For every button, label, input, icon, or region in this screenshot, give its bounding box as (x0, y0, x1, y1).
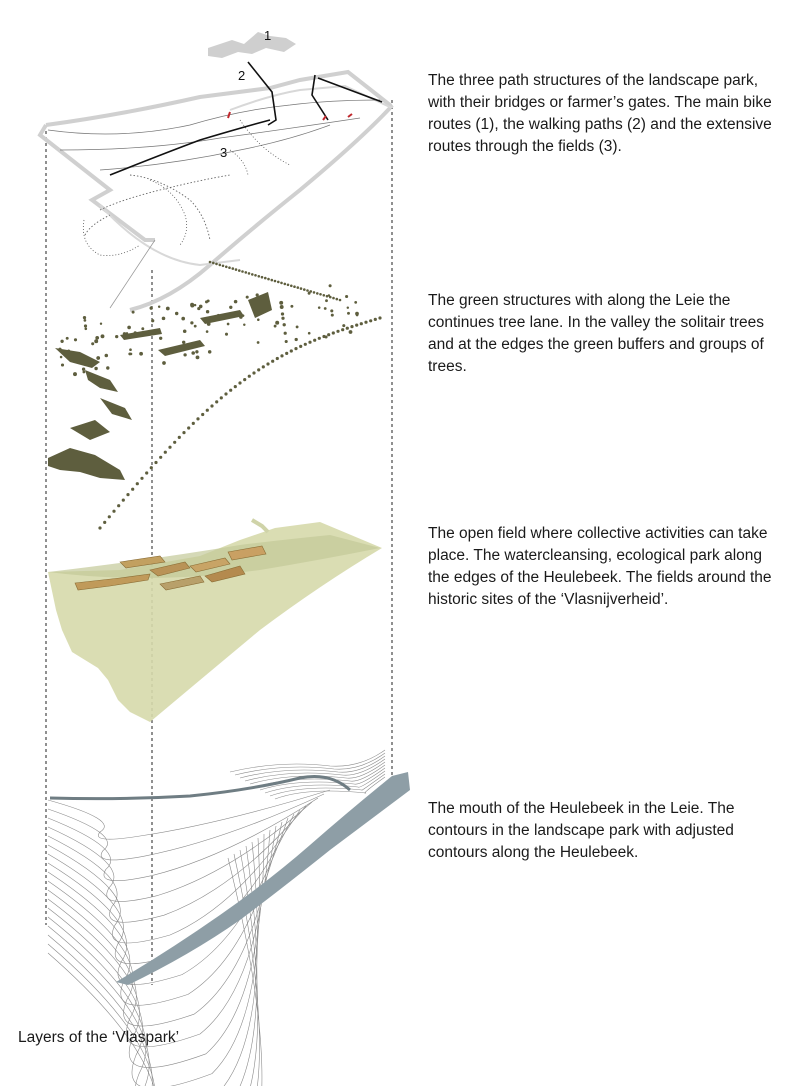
tree-dot (84, 319, 87, 322)
tree-dot (241, 270, 244, 273)
tree-dot (257, 368, 260, 371)
tree-dot (297, 286, 300, 289)
tree-dot (308, 292, 311, 295)
tree-dot (342, 324, 345, 327)
tree-dot (271, 360, 274, 363)
tree-dot (196, 417, 199, 420)
tree-dot (219, 264, 222, 267)
tree-dot (132, 334, 135, 337)
tree-dot (257, 318, 260, 321)
tree-dot (276, 357, 279, 360)
tree-dot (195, 350, 198, 353)
tree-dot (168, 446, 171, 449)
tree-dot (194, 325, 197, 328)
tree-dot (287, 284, 290, 287)
tree-dot (166, 307, 170, 311)
tree-dot (262, 365, 265, 368)
contour-line (48, 858, 262, 1086)
tree-dot (324, 307, 327, 310)
tree-dot (238, 381, 241, 384)
tree-dot (178, 436, 181, 439)
tree-dot (96, 356, 100, 360)
tree-dot (256, 293, 259, 296)
tree-dot (245, 271, 248, 274)
tree-dot (220, 396, 223, 399)
tree-dot (182, 341, 185, 344)
tree-dot (277, 281, 280, 284)
tree-dot (339, 299, 342, 302)
tree-dot (327, 333, 330, 336)
tree-dot (234, 300, 238, 304)
layer-link (110, 240, 155, 308)
bridge-marker (323, 116, 326, 120)
tree-dot (197, 307, 200, 310)
tree-dot (100, 322, 102, 324)
tree-dot (126, 332, 128, 334)
extensive-routes (83, 120, 290, 256)
tree-dot (112, 510, 115, 513)
bike-route (110, 62, 382, 175)
tree-dot (66, 337, 69, 340)
tree-dot (299, 345, 302, 348)
tree-dot (290, 349, 293, 352)
tree-dot (274, 325, 277, 328)
tree-dot (349, 330, 353, 334)
tree-dot (345, 295, 348, 298)
tree-dot (280, 354, 283, 357)
tree-dot (115, 335, 118, 338)
layer-3-description: The open field where collective activities can take place. The watercleansing, ecological park along the edges of the Heulebeek. The fields around the historic sites of the ‘Vlasnijverheid’. (428, 525, 772, 608)
tree-dot (235, 268, 238, 271)
tree-dot (303, 288, 306, 291)
tree-dot (206, 310, 209, 313)
tree-dot (274, 280, 277, 283)
tree-dot (140, 477, 143, 480)
tree-dot (141, 327, 144, 330)
tree-dot (129, 348, 132, 351)
tree-dot (132, 311, 135, 314)
tree-dot (369, 319, 372, 322)
tree-dot (223, 314, 226, 317)
tree-dot (350, 325, 353, 328)
marker-3: 3 (220, 145, 228, 160)
heulebeek-stream (50, 777, 350, 799)
path-layer (40, 28, 392, 310)
tree-dot (84, 324, 87, 327)
tree-dot (106, 366, 109, 369)
tree-dot (246, 296, 249, 299)
tree-dot (279, 301, 283, 305)
tree-dot (206, 409, 209, 412)
tree-dot (262, 298, 265, 301)
tree-dot (74, 338, 77, 341)
tree-dot (257, 341, 260, 344)
tree-dot (306, 289, 309, 292)
tree-dot (196, 355, 200, 359)
tree-dot (60, 340, 63, 343)
tree-dot (356, 314, 359, 317)
tree-dot (264, 277, 267, 280)
tree-dot (224, 392, 227, 395)
tree-dot (84, 327, 87, 330)
tree-dot (190, 303, 194, 307)
tree-dot (175, 312, 178, 315)
tree-lane (58, 261, 381, 530)
tree-dot (258, 275, 261, 278)
tree-dot (164, 451, 167, 454)
tree-dot (154, 461, 157, 464)
tree-dot (260, 305, 263, 308)
tree-dot (364, 321, 367, 324)
tree-dot (182, 431, 185, 434)
tree-dot (280, 282, 283, 285)
tree-dot (243, 378, 246, 381)
tree-dot (316, 292, 319, 295)
layer-links (110, 240, 155, 308)
tree-dot (145, 471, 148, 474)
tree-dot (336, 330, 339, 333)
tree-dot (318, 337, 321, 340)
tree-dot (95, 336, 99, 340)
tree-buffer (48, 448, 125, 480)
tree-dot (238, 269, 241, 272)
contour-line (48, 830, 270, 1047)
tree-dot (325, 299, 328, 302)
tree-dot (122, 499, 125, 502)
tree-dot (346, 327, 349, 330)
tree-dot (374, 318, 377, 321)
field-layer (48, 520, 382, 722)
tree-dot (332, 297, 335, 300)
tree-dot (319, 293, 322, 296)
site-building (208, 32, 296, 58)
tree-dot (222, 265, 225, 268)
tree-buffer (70, 420, 110, 440)
tree-dot (98, 526, 101, 529)
tree-dot (225, 333, 228, 336)
tree-dot (294, 347, 297, 350)
walking-paths (85, 175, 230, 240)
tree-dot (191, 351, 195, 355)
tree-dot (331, 314, 334, 317)
tree-dot (284, 283, 287, 286)
tree-dot (187, 426, 190, 429)
tree-dot (217, 314, 219, 316)
tree-dot (313, 339, 316, 342)
tree-dot (275, 321, 279, 325)
tree-dot (67, 349, 70, 352)
tree-dot (126, 493, 129, 496)
tree-dot (215, 400, 218, 403)
tree-dot (209, 261, 212, 264)
tree-dot (283, 323, 286, 326)
bridge-marker (348, 114, 352, 117)
tree-dot (271, 279, 274, 282)
park-outline (40, 72, 392, 310)
tree-dot (207, 322, 211, 326)
tree-dot (330, 309, 333, 312)
tree-dot (82, 368, 85, 371)
tree-dot (91, 342, 94, 345)
green-layer (48, 292, 272, 480)
tree-dot (254, 297, 257, 300)
tree-dot (293, 285, 296, 288)
tree-dot (83, 371, 86, 374)
tree-dot (295, 338, 298, 341)
tree-dot (347, 312, 350, 315)
tree-dot (304, 343, 307, 346)
tree-dot (347, 306, 349, 308)
tree-dot (159, 456, 162, 459)
tree-dot (105, 354, 109, 358)
tree-dot (159, 337, 162, 340)
tree-dot (300, 287, 303, 290)
tree-dot (183, 353, 186, 356)
tree-dot (205, 300, 208, 303)
tree-dot (266, 362, 269, 365)
tree-dot (73, 372, 77, 376)
tree-dot (212, 262, 215, 265)
tree-dot (103, 521, 106, 524)
tree-dot (285, 340, 288, 343)
layer-2-description: The green structures with along the Leie the continues tree lane. In the valley the solitair trees and at the edges the green buffers and groups of trees. (428, 292, 765, 375)
tree-dot (254, 274, 257, 277)
tree-dot (83, 316, 86, 319)
layer-4-description: The mouth of the Heulebeek in the Leie. The contours in the landscape park with adjusted contours along the Heulebeek. (428, 800, 735, 861)
field-site-jetty (252, 520, 268, 532)
layer-1-description: The three path structures of the landscape park, with their bridges or farmer’s gates. The main bike routes (1), the walking paths (2) and the extensive routes through the fields (3). (428, 72, 772, 155)
tree-dot (341, 328, 344, 331)
tree-dot (128, 352, 131, 355)
tree-dot (215, 263, 218, 266)
tree-dot (323, 294, 326, 297)
tree-dot (162, 361, 166, 365)
tree-dot (183, 329, 187, 333)
tree-dot (354, 301, 357, 304)
tree-dot (181, 317, 185, 321)
tree-dot (94, 367, 97, 370)
tree-dot (210, 404, 213, 407)
tree-dot (355, 324, 358, 327)
tree-dot (150, 306, 153, 309)
tree-dot (243, 324, 245, 326)
tree-buffer (158, 340, 205, 356)
tree-dot (234, 385, 237, 388)
tree-dot (151, 319, 154, 322)
tree-dot (58, 348, 61, 351)
tree-dot (134, 331, 137, 334)
tree-dot (229, 389, 232, 392)
tree-dot (251, 273, 254, 276)
tree-dot (232, 267, 235, 270)
tree-dot (225, 266, 228, 269)
tree-dot (228, 266, 231, 269)
tree-dot (360, 322, 363, 325)
tree-dot (318, 306, 321, 309)
tree-dot (61, 363, 64, 366)
tree-dot (206, 330, 209, 333)
tree-dot (325, 335, 328, 338)
marker-2: 2 (238, 68, 246, 83)
tree-dot (248, 375, 251, 378)
tree-dot (117, 504, 120, 507)
tree-dot (329, 284, 332, 287)
tree-dot (94, 339, 98, 343)
tree-dot (280, 305, 284, 309)
tree-dot (336, 298, 339, 301)
tree-dot (290, 285, 293, 288)
tree-dot (123, 332, 126, 335)
tree-dot (285, 352, 288, 355)
bridge-marker (228, 112, 230, 118)
figure-caption: Layers of the ‘Vlaspark’ (18, 1029, 180, 1046)
tree-dot (229, 306, 232, 309)
tree-dot (296, 325, 299, 328)
tree-dot (192, 422, 195, 425)
tree-dot (261, 276, 264, 279)
tree-dot (267, 278, 270, 281)
tree-dot (332, 331, 335, 334)
tree-dot (308, 332, 311, 335)
tree-dot (173, 441, 176, 444)
tree-dot (150, 466, 153, 469)
tree-dot (136, 482, 139, 485)
tree-dot (162, 317, 166, 321)
tree-dot (139, 352, 143, 356)
tree-dot (208, 350, 211, 353)
tree-buffer (248, 292, 272, 318)
marker-1: 1 (264, 28, 272, 43)
tree-dot (313, 291, 316, 294)
tree-dot (131, 488, 134, 491)
tree-dot (284, 332, 287, 335)
tree-dot (252, 371, 255, 374)
tree-dot (242, 314, 245, 317)
bridge-markers (228, 112, 352, 120)
tree-dot (190, 321, 193, 324)
tree-dot (127, 326, 131, 330)
tree-dot (227, 323, 230, 326)
tree-dot (108, 515, 111, 518)
tree-dot (378, 316, 381, 319)
tree-dot (328, 294, 330, 296)
tree-dot (60, 356, 63, 359)
tree-buffer (100, 398, 132, 420)
tree-dot (158, 306, 160, 308)
tree-dot (101, 334, 105, 338)
tree-dot (290, 305, 293, 308)
tree-dot (248, 272, 251, 275)
tree-dot (281, 312, 284, 315)
tree-dot (308, 341, 311, 344)
tree-buffer (85, 370, 118, 392)
tree-dot (281, 317, 284, 320)
tree-dot (201, 413, 204, 416)
